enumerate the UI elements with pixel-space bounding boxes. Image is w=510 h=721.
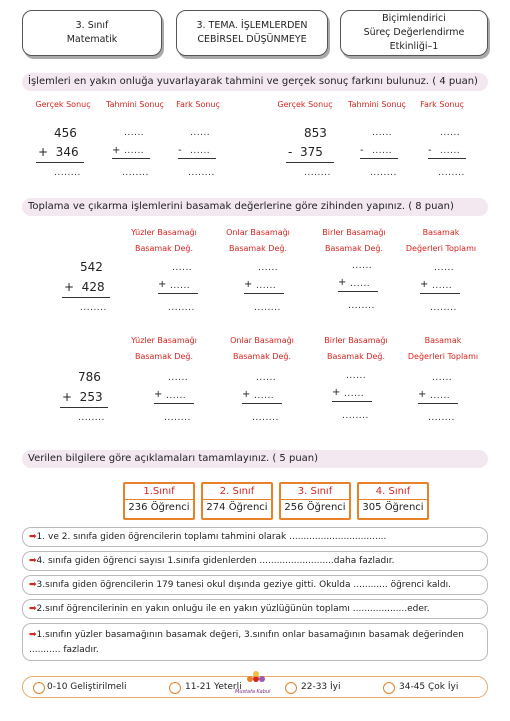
s2-b1-h3 <box>314 225 394 257</box>
arrow-icon: ➡ <box>29 630 37 640</box>
s2-b1-c2-line <box>244 293 284 294</box>
s1-p1-diff-a: ...... <box>190 128 211 138</box>
class-box-2 <box>201 482 273 520</box>
s1-p2-est-line <box>360 158 398 159</box>
s2-p2-b: + 253 <box>62 390 103 404</box>
class-name-4: 4. Sınıf <box>359 484 427 500</box>
s2-p1-b: + 428 <box>64 280 105 294</box>
header-theme-box <box>176 10 328 56</box>
s1-p2-diff-result: ........ <box>438 168 465 178</box>
s1-p2-est-b: ...... <box>372 146 393 156</box>
s1-p2-est-op: - <box>360 145 364 156</box>
s2-b1-c4-line <box>420 293 460 294</box>
s1-p1-diff-op: - <box>178 145 182 156</box>
class-name-2: 2. Sınıf <box>203 484 271 500</box>
s2-b1-h4 <box>396 225 486 257</box>
s2-b1-c4-a: ...... <box>434 263 455 273</box>
s2-b2-h1 <box>124 333 204 365</box>
s2-b2-c3-b: ...... <box>344 389 365 399</box>
col-est-2: Tahmini Sonuç <box>348 100 406 109</box>
s2-b1-h2-l2: Basamak Değ. <box>228 244 288 253</box>
class-box-3 <box>279 482 351 520</box>
s1-p1-line <box>36 162 84 163</box>
s2-b2-h3-l2: Basamak Değ. <box>326 352 386 361</box>
s2-b2-c2-b: ...... <box>254 391 275 401</box>
s2-b2-c4-a: ...... <box>432 373 453 383</box>
s1-p1-est-line <box>112 158 150 159</box>
s2-p1-result: ........ <box>80 303 107 313</box>
s2-b1-c2-r: ........ <box>254 303 281 313</box>
s2-p2-line <box>60 407 108 408</box>
s2-b2-h2 <box>222 333 302 365</box>
arrow-icon: ➡ <box>29 604 37 614</box>
s2-b1-c3-line <box>338 291 378 292</box>
col-est-1: Tahmini Sonuç <box>106 100 164 109</box>
s2-b2-c1-b: ...... <box>166 391 187 401</box>
class-box-1 <box>123 482 195 520</box>
author-signature: Mustafa Kabul <box>235 689 271 695</box>
s1-p2-diff-b: ...... <box>440 146 461 156</box>
s2-b2-c3-a: ...... <box>346 371 367 381</box>
section2-title: Toplama ve çıkarma işlemlerini basamak değerlerine göre zihinden yapınız. ( 8 puan) <box>22 198 488 216</box>
s2-b1-h1-l2: Basamak Değ. <box>134 244 194 253</box>
s2-b1-h3-l1: Birler Basamağı <box>322 228 386 237</box>
s1-p1-est-op: + <box>112 145 121 156</box>
statement-3 <box>22 575 488 595</box>
s1-p2-line <box>286 162 334 163</box>
score-rubric <box>22 676 488 698</box>
s2-b2-c4-op: + <box>418 389 427 400</box>
s2-b2-c2-op: + <box>242 389 251 400</box>
s2-b2-h1-l1: Yüzler Basamağı <box>131 336 197 345</box>
s2-b1-c3-b: ...... <box>350 279 371 289</box>
s2-p1-line <box>62 297 110 298</box>
statement-4 <box>22 599 488 619</box>
s2-b2-h2-l1: Onlar Basamağı <box>230 336 294 345</box>
s1-p1-diff-line <box>178 158 216 159</box>
s2-p2-a: 786 <box>78 370 101 384</box>
s2-b2-c4-b: ...... <box>430 391 451 401</box>
s2-b1-c3-r: ........ <box>348 301 375 311</box>
statement-3-text: 3.sınıfa giden öğrencilerin 179 tanesi okul dışında geziye gitti. Okulda ............ öğrenci kaldı. <box>36 580 452 590</box>
s2-b2-h2-l2: Basamak Değ. <box>232 352 292 361</box>
s1-p1-a: 456 <box>54 126 77 140</box>
s2-b2-h4-l2: Değerleri Toplamı <box>407 352 479 361</box>
s2-b1-c2-a: ...... <box>258 263 279 273</box>
s1-p2-diff-a: ...... <box>440 128 461 138</box>
s1-p2-result: ........ <box>304 168 331 178</box>
class-count-2: 274 Öğrenci <box>206 502 268 513</box>
s2-b1-h1-l1: Yüzler Basamağı <box>131 228 197 237</box>
s1-p2-b: - 375 <box>288 145 323 159</box>
header-theme-line1: 3. TEMA. İŞLEMLERDEN <box>196 20 308 31</box>
s2-b2-h3-l1: Birler Basamağı <box>324 336 388 345</box>
s2-b2-c3-line <box>332 401 372 402</box>
s1-p2-a: 853 <box>304 126 327 140</box>
col-real-1: Gerçek Sonuç <box>35 100 91 109</box>
rubric-circle-icon[interactable] <box>383 682 395 694</box>
rubric-1: 0-10 Geliştirilmeli <box>47 682 127 692</box>
s2-b1-h2 <box>218 225 298 257</box>
s1-p1-est-a: ...... <box>124 128 145 138</box>
s2-b2-c2-r: ........ <box>252 413 279 423</box>
statement-2-text: 4. sınıfa giden öğrenci sayısı 1.sınıfa gidenlerden ..........................daha fazladır. <box>36 556 395 566</box>
arrow-icon: ➡ <box>29 580 37 590</box>
s1-p1-est-b: ...... <box>124 146 145 156</box>
s2-b2-c1-op: + <box>154 389 163 400</box>
s1-p2-diff-op: - <box>428 145 432 156</box>
s1-p1-diff-b: ...... <box>190 146 211 156</box>
s1-p1-diff-result: ........ <box>188 168 215 178</box>
s2-b2-h4-l1: Basamak <box>424 336 462 345</box>
class-name-3: 3. Sınıf <box>281 484 349 500</box>
s2-b1-c2-op: + <box>244 279 253 290</box>
s2-b1-c4-b: ...... <box>432 281 453 291</box>
s2-p2-result: ........ <box>78 413 105 423</box>
statement-1 <box>22 527 488 547</box>
s2-b2-c2-line <box>242 403 282 404</box>
class-count-3: 256 Öğrenci <box>284 502 346 513</box>
s2-b1-c3-a: ...... <box>352 261 373 271</box>
col-real-2: Gerçek Sonuç <box>277 100 333 109</box>
s2-b1-c1-r: ........ <box>168 303 195 313</box>
section1-title: İşlemleri en yakın onluğa yuvarlayarak tahmini ve gerçek sonuç farkını bulunuz. ( 4 puan) <box>22 73 488 91</box>
statement-5 <box>22 623 488 661</box>
s2-b2-h3 <box>316 333 396 365</box>
s2-b1-c1-op: + <box>158 279 167 290</box>
header-type-line1: Biçimlendirici <box>382 13 446 24</box>
s2-b2-h4 <box>398 333 488 365</box>
s2-b2-c4-r: ........ <box>428 413 455 423</box>
class-name-1: 1.Sınıf <box>125 484 193 500</box>
s2-b2-c1-a: ...... <box>168 373 189 383</box>
s2-b2-c3-r: ........ <box>342 411 369 421</box>
statement-4-text: 2.sınıf öğrencilerinin en yakın onluğu ile en yakın yüzlüğünün toplamı ...................eder. <box>36 604 430 614</box>
s2-b2-c3-op: + <box>332 387 341 398</box>
arrow-icon: ➡ <box>29 556 37 566</box>
rubric-circle-icon[interactable] <box>169 682 181 694</box>
header-theme-line2: CEBİRSEL DÜŞÜNMEYE <box>197 34 307 45</box>
s2-b1-c1-line <box>158 293 198 294</box>
s2-b1-c1-b: ...... <box>170 281 191 291</box>
s1-p2-est-a: ...... <box>372 128 393 138</box>
s2-b2-c4-line <box>418 403 458 404</box>
col-diff-2: Fark Sonuç <box>420 100 464 109</box>
s2-b1-c4-op: + <box>420 279 429 290</box>
header-class-box <box>22 10 162 56</box>
class-count-4: 305 Öğrenci <box>362 502 424 513</box>
s2-b1-c4-r: ........ <box>430 303 457 313</box>
rubric-4: 34-45 Çok İyi <box>399 682 459 692</box>
section3-title: Verilen bilgilere göre açıklamaları tamamlayınız. ( 5 puan) <box>22 450 488 468</box>
s2-b1-h4-l1: Basamak <box>422 228 460 237</box>
col-diff-1: Fark Sonuç <box>176 100 220 109</box>
s2-b1-c2-b: ...... <box>256 281 277 291</box>
statement-5-line2: ........... fazladır. <box>29 645 99 655</box>
statement-5-text: 1.sınıfın yüzler basamağının basamak değeri, 3.sınıfın onlar basamağının basamak değerinden <box>36 630 464 640</box>
statement-1-text: 1. ve 2. sınıfa giden öğrencilerin toplamı tahmini olarak .................................. <box>36 532 387 542</box>
s1-p2-diff-line <box>428 158 466 159</box>
s2-b2-c1-r: ........ <box>164 413 191 423</box>
s2-b2-h1-l2: Basamak Değ. <box>134 352 194 361</box>
s1-p2-est-result: ........ <box>370 168 397 178</box>
rubric-2: 11-21 Yeterli <box>185 682 242 692</box>
header-type-box <box>340 10 488 56</box>
s1-p1-est-result: ........ <box>122 168 149 178</box>
s2-b2-c2-a: ...... <box>256 373 277 383</box>
header-type-line2: Süreç Değerlendirme Etkinliği–1 <box>363 27 465 52</box>
statement-2 <box>22 551 488 571</box>
class-box-4 <box>357 482 429 520</box>
s1-p1-b: + 346 <box>38 145 79 159</box>
s2-b1-h3-l2: Basamak Değ. <box>324 244 384 253</box>
s2-b2-c1-line <box>154 403 194 404</box>
s2-p1-a: 542 <box>80 260 103 274</box>
header-class: 3. Sınıf <box>75 20 109 31</box>
s2-b1-h1 <box>124 225 204 257</box>
rubric-circle-icon[interactable] <box>285 682 297 694</box>
rubric-3: 22-33 İyi <box>301 682 341 692</box>
rubric-circle-icon[interactable] <box>33 682 45 694</box>
s2-b1-h4-l2: Değerleri Toplamı <box>405 244 477 253</box>
s2-b1-h2-l1: Onlar Basamağı <box>226 228 290 237</box>
flower-logo-icon <box>241 671 271 687</box>
class-count-1: 236 Öğrenci <box>128 502 190 513</box>
header-subject: Matematik <box>66 34 118 45</box>
s2-b1-c1-a: ...... <box>172 263 193 273</box>
s1-p1-result: ........ <box>54 168 81 178</box>
arrow-icon: ➡ <box>29 532 37 542</box>
s2-b1-c3-op: + <box>338 277 347 288</box>
